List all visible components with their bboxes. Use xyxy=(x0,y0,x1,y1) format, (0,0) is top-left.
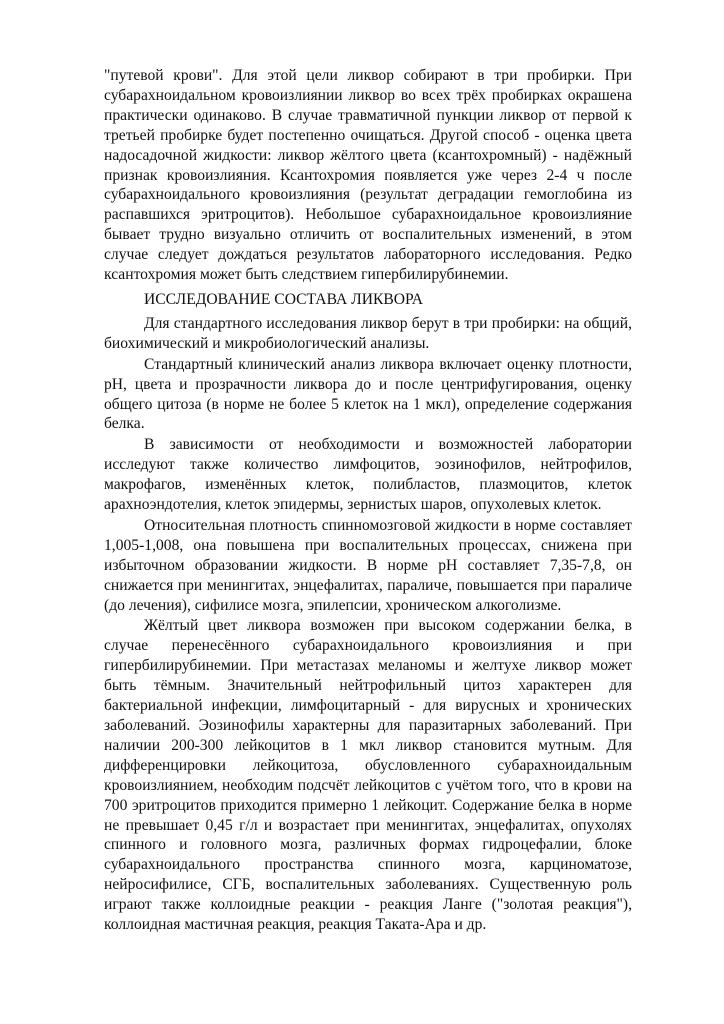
paragraph-standard-analysis: Стандартный клинический анализ ликвора включает оценку плотности, рН, цвета и прозрачности ликвора до и после центрифугирования, оценку общего цитоза (в норме не более 5 клеток на 1 мкл), определение содержания белка. xyxy=(104,355,632,433)
document-page xyxy=(104,66,632,936)
paragraph-cell-types: В зависимости от необходимости и возможностей лаборатории исследуют также количество лимфоцитов, эозинофилов, нейтрофилов, макрофагов, изменённых клеток, полибластов, плазмоцитов, клеток арахноэндотелия, клеток эпидермы, зернистых шаров, опухолевых клеток. xyxy=(104,436,632,514)
paragraph-density-ph: Относительная плотность спинномозговой жидкости в норме составляет 1,005-1,008, она повышена при воспалительных процессах, снижена при избыточном образовании жидкости. В норме рН составляет 7,35-7,8, он снижается при менингитах, энцефалитах, параличе, повышается при параличе (до лечения), сифилисе мозга, эпилепсии, хроническом алкоголизме. xyxy=(104,516,632,614)
paragraph-color-cytosis: Жёлтый цвет ликвора возможен при высоком содержании белка, в случае перенесённого субарахноидального кровоизлияния и при гипербилирубинемии. При метастазах меланомы и желтухе ликвор может быть тёмным. Значительный нейтрофильный цитоз характерен для бактериальной инфекции, лимфоцитарный - для вирусных и хронических заболеваний. Эозинофилы характерны для паразитарных заболеваний. При наличии 200-300 лейкоцитов в 1 мкл ликвор становится мутным. Для дифференцировки лейкоцитоза, обусловленного субарахноидальным кровоизлиянием, необходим подсчёт лейкоцитов с учётом того, что в крови на 700 эритроцитов приходится примерно 1 лейкоцит. Содержание белка в норме не превышает 0,45 г/л и возрастает при менингитах, энцефалитах, опухолях спинного и головного мозга, различных формах гидроцефалии, блоке субарахноидального пространства спинного мозга, карциноматозе, нейросифилисе, СГБ, воспалительных заболеваниях. Существенную роль играют также коллоидные реакции - реакция Ланге ("золотая реакция"), коллоидная мастичная реакция, реакция Таката-Ара и др. xyxy=(104,617,632,934)
section-heading: ИССЛЕДОВАНИЕ СОСТАВА ЛИКВОРА xyxy=(144,290,423,308)
paragraph-sampling: Для стандартного исследования ликвор берут в три пробирки: на общий, биохимический и микробиологический анализы. xyxy=(104,314,632,352)
paragraph-continuation: "путевой крови". Для этой цели ликвор собирают в три пробирки. При субарахноидальном кровоизлиянии ликвор во всех трёх пробирках окрашена практически одинаково. В случае травматичной пункции ликвор от первой к третьей пробирке будет постепенно очищаться. Другой способ - оценка цвета надосадочной жидкости: ликвор жёлтого цвета (ксантохромный) - надёжный признак кровоизлияния. Ксантохромия появляется уже через 2-4 ч после субарахноидального кровоизлияния (результат деградации гемоглобина из распавшихся эритроцитов). Небольшое субарахноидальное кровоизлияние бывает трудно визуально отличить от воспалительных изменений, в этом случае следует дождаться результатов лабораторного исследования. Редко ксантохромия может быть следствием гипербилирубинемии. xyxy=(104,67,632,284)
